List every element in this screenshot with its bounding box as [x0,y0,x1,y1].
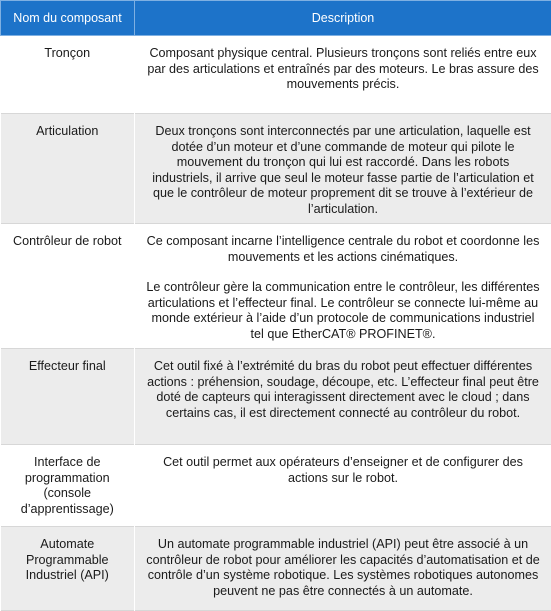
description-paragraph: Deux tronçons sont interconnectés par une articulation, laquelle est dotée d’un moteur et d’une commande de moteur qui pilote le mouvement du tronçon qui lui est raccordé. Dans les robots industriels, il arrive que seul le moteur fasse partie de l’articulation et que le contrôleur de moteur proprement dit se trouve à l’extérieur de l’articulation. [145,124,541,218]
component-name: Tronçon [1,36,135,114]
header-description: Description [135,1,551,36]
component-description [135,224,551,349]
component-name: Contrôleur de robot [1,224,135,349]
component-description [135,349,551,445]
description-paragraph: Composant physique central. Plusieurs tronçons sont reliés entre eux par des articulations et entraînés par des moteurs. Le bras assure des mouvements précis. [145,46,541,93]
header-name: Nom du composant [1,1,135,36]
table-row [1,445,551,527]
component-name: Automate Programmable Industriel (API) [1,527,135,611]
component-name: Articulation [1,114,135,224]
table-row [1,527,551,611]
header-row [1,1,551,36]
description-paragraph: Cet outil permet aux opérateurs d’enseigner et de configurer des actions sur le robot. [145,455,541,486]
component-description [135,36,551,114]
description-paragraph: Un automate programmable industriel (API) peut être associé à un contrôleur de robot pour améliorer les capacités d’automatisation et de contrôle d’un système robotique. Les systèmes robotiques autonomes peuvent ne pas être connectés à un automate. [145,537,541,599]
table-row [1,36,551,114]
component-name: Interface de programmation (console d’apprentissage) [1,445,135,527]
table-row [1,349,551,445]
description-paragraph: Ce composant incarne l’intelligence centrale du robot et coordonne les mouvements et les actions cinématiques. [145,234,541,265]
description-paragraph: Le contrôleur gère la communication entre le contrôleur, les différentes articulations et l’effecteur final. Le contrôleur se connecte lui-même au monde extérieur à l’aide d’un protocole de communications industriel tel que EtherCAT® PROFINET®. [145,280,541,342]
component-description [135,527,551,611]
component-description [135,445,551,527]
table-row [1,224,551,349]
description-paragraph: Cet outil fixé à l’extrémité du bras du robot peut effectuer différentes actions : préhension, soudage, découpe, etc. L’effecteur final peut être doté de capteurs qui interagissent directement avec le cloud ; dans certains cas, il est directement connecté au contrôleur du robot. [145,359,541,421]
table-row [1,114,551,224]
component-description [135,114,551,224]
component-name: Effecteur final [1,349,135,445]
